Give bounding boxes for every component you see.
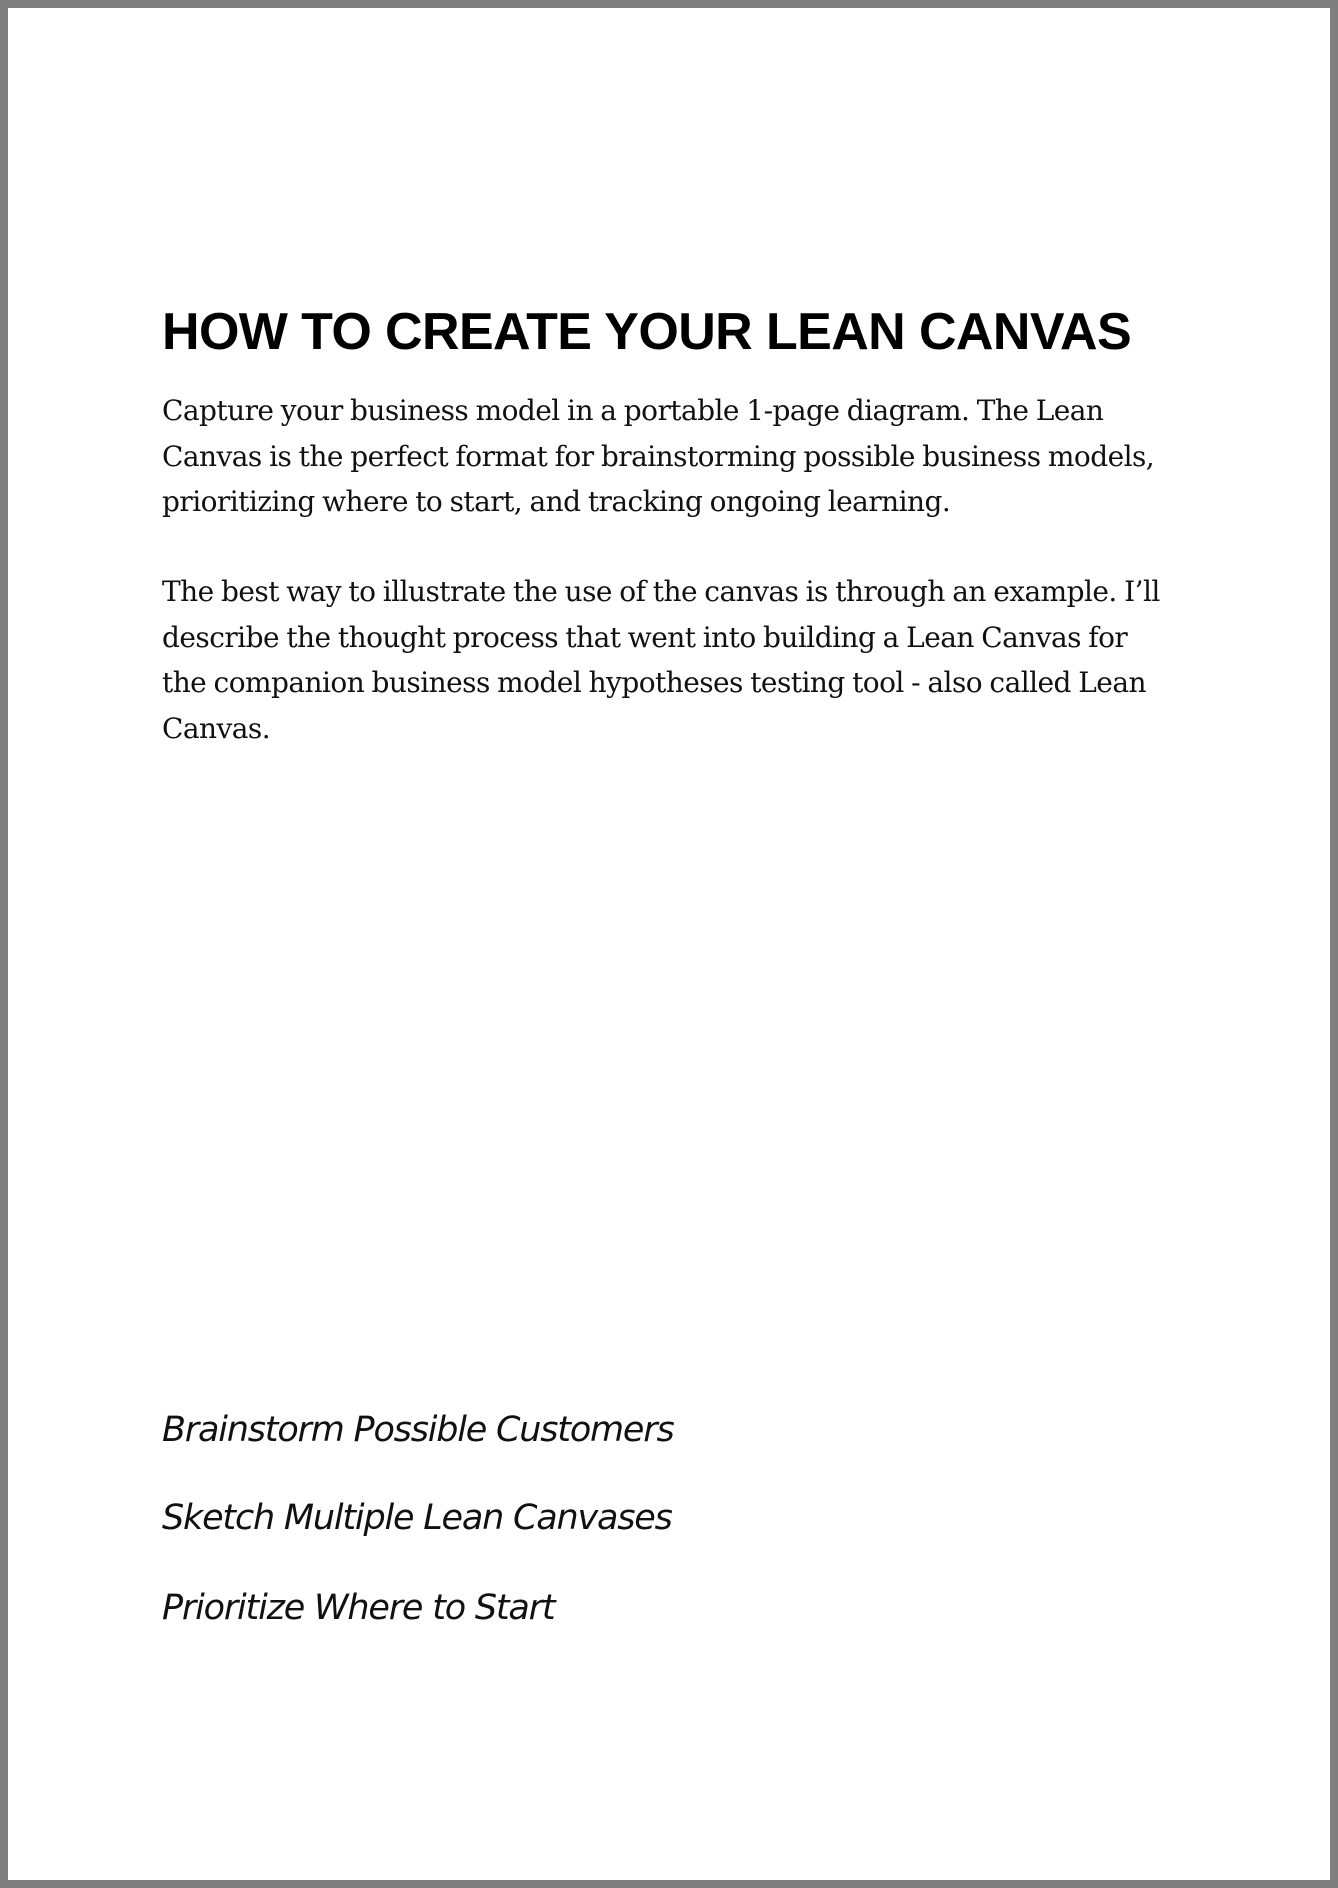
intro-paragraph: Capture your business model in a portable 1-page diagram. The Lean Canvas is the perfect format for brainstorming possible business models, prioritizing where to start, and tracking ongoing learning.	[162, 394, 1155, 518]
document-page	[8, 8, 1330, 1880]
steps-list	[162, 1408, 674, 1674]
page-title: HOW TO CREATE YOUR LEAN CANVAS	[162, 303, 1132, 361]
example-paragraph: The best way to illustrate the use of the canvas is through an example. I’ll describe the thought process that went into building a Lean Canvas for the companion business model hypotheses testing tool - also called Lean Canvas.	[162, 575, 1160, 745]
step-prioritize-start: Prioritize Where to Start	[162, 1588, 555, 1628]
step-sketch-canvases: Sketch Multiple Lean Canvases	[162, 1498, 672, 1538]
step-brainstorm-customers: Brainstorm Possible Customers	[162, 1410, 674, 1450]
